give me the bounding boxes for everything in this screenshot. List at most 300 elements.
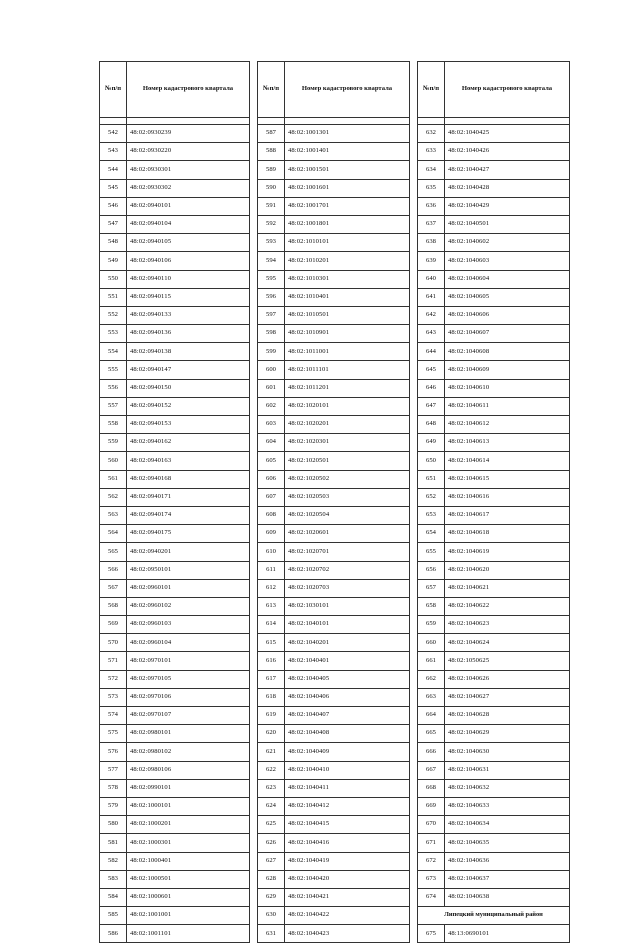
cadastral-number: 48:02:0970106 <box>127 688 250 706</box>
cadastral-number: 48:02:1000601 <box>127 888 250 906</box>
table-row <box>418 579 570 597</box>
table-row <box>258 688 410 706</box>
row-number: 640 <box>418 270 445 288</box>
row-number: 658 <box>418 597 445 615</box>
table-row <box>258 288 410 306</box>
header-cadastral: Номер кадастрового квартала <box>445 62 570 118</box>
table-row <box>100 270 250 288</box>
cadastral-number: 48:02:1020703 <box>285 579 410 597</box>
row-number: 589 <box>258 161 285 179</box>
row-number: 670 <box>418 816 445 834</box>
cadastral-number: 48:02:0960103 <box>127 616 250 634</box>
table-row <box>258 343 410 361</box>
row-number: 584 <box>100 888 127 906</box>
cadastral-number: 48:02:1040422 <box>285 907 410 925</box>
table-row <box>418 397 570 415</box>
row-number: 605 <box>258 452 285 470</box>
table-row <box>418 252 570 270</box>
cadastral-table-1 <box>99 61 250 943</box>
table-row <box>418 179 570 197</box>
table-row <box>418 379 570 397</box>
row-number: 655 <box>418 543 445 561</box>
table-row <box>418 434 570 452</box>
row-number: 606 <box>258 470 285 488</box>
table-row <box>258 870 410 888</box>
row-number: 579 <box>100 797 127 815</box>
table-row <box>258 707 410 725</box>
row-number: 566 <box>100 561 127 579</box>
row-number: 636 <box>418 197 445 215</box>
table-row <box>100 816 250 834</box>
cadastral-number: 48:02:0940138 <box>127 343 250 361</box>
cadastral-number: 48:02:1010901 <box>285 325 410 343</box>
cadastral-number: 48:02:1040412 <box>285 797 410 815</box>
cadastral-number: 48:02:1020504 <box>285 506 410 524</box>
row-number: 626 <box>258 834 285 852</box>
table-row <box>100 543 250 561</box>
row-number: 603 <box>258 416 285 434</box>
table-row <box>100 197 250 215</box>
table-row <box>258 779 410 797</box>
cadastral-number: 48:02:1040630 <box>445 743 570 761</box>
cadastral-number: 48:02:1010501 <box>285 306 410 324</box>
cadastral-number: 48:02:1040408 <box>285 725 410 743</box>
cadastral-number: 48:02:0940152 <box>127 397 250 415</box>
table-row <box>418 870 570 888</box>
row-number: 673 <box>418 870 445 888</box>
row-number: 598 <box>258 325 285 343</box>
table-row <box>100 506 250 524</box>
table-row <box>258 907 410 925</box>
row-number: 616 <box>258 652 285 670</box>
cadastral-number: 48:02:1020501 <box>285 452 410 470</box>
table-row <box>258 579 410 597</box>
row-number: 568 <box>100 597 127 615</box>
cadastral-number: 48:02:0940175 <box>127 525 250 543</box>
table-row <box>258 488 410 506</box>
cadastral-number: 48:02:1020601 <box>285 525 410 543</box>
cadastral-number: 48:02:1040406 <box>285 688 410 706</box>
table-row <box>258 452 410 470</box>
table-row <box>100 652 250 670</box>
row-number: 561 <box>100 470 127 488</box>
table-row <box>418 161 570 179</box>
row-number: 652 <box>418 488 445 506</box>
cadastral-number: 48:02:1040626 <box>445 670 570 688</box>
row-number: 554 <box>100 343 127 361</box>
table-row <box>100 888 250 906</box>
table-row <box>418 852 570 870</box>
row-number: 631 <box>258 925 285 943</box>
row-number: 650 <box>418 452 445 470</box>
cadastral-number: 48:02:1001301 <box>285 125 410 143</box>
cadastral-number: 48:02:1010101 <box>285 234 410 252</box>
cadastral-number: 48:13:0690101 <box>445 925 570 943</box>
cadastral-number: 48:02:0930220 <box>127 143 250 161</box>
cadastral-number: 48:02:0940162 <box>127 434 250 452</box>
cadastral-number: 48:02:1020101 <box>285 397 410 415</box>
table-row <box>258 161 410 179</box>
row-number: 595 <box>258 270 285 288</box>
row-number: 613 <box>258 597 285 615</box>
table-header-row <box>100 62 250 118</box>
cadastral-number: 48:02:1040415 <box>285 816 410 834</box>
table-row <box>258 434 410 452</box>
cadastral-number: 48:02:0960104 <box>127 634 250 652</box>
row-number: 582 <box>100 852 127 870</box>
table-row <box>418 888 570 906</box>
table-row <box>100 797 250 815</box>
cadastral-number: 48:02:1040605 <box>445 288 570 306</box>
row-number: 576 <box>100 743 127 761</box>
cadastral-number: 48:02:1000401 <box>127 852 250 870</box>
table-row <box>418 143 570 161</box>
cadastral-number: 48:02:1040615 <box>445 470 570 488</box>
table-row <box>418 234 570 252</box>
table-row <box>100 634 250 652</box>
table-header-row <box>258 62 410 118</box>
cadastral-number: 48:02:1040609 <box>445 361 570 379</box>
row-number: 575 <box>100 725 127 743</box>
table-row <box>418 743 570 761</box>
table-row <box>418 707 570 725</box>
cadastral-number: 48:02:0940150 <box>127 379 250 397</box>
row-number: 601 <box>258 379 285 397</box>
row-number: 562 <box>100 488 127 506</box>
row-number: 607 <box>258 488 285 506</box>
table-row <box>100 379 250 397</box>
table-row <box>100 252 250 270</box>
table-row <box>100 397 250 415</box>
row-number: 587 <box>258 125 285 143</box>
table-row <box>100 125 250 143</box>
header-gap <box>258 118 410 125</box>
table-row <box>418 416 570 434</box>
row-number: 608 <box>258 506 285 524</box>
row-number: 542 <box>100 125 127 143</box>
cadastral-number: 48:02:1040612 <box>445 416 570 434</box>
cadastral-number: 48:02:1001101 <box>127 925 250 943</box>
table-row <box>258 525 410 543</box>
row-number: 672 <box>418 852 445 870</box>
table-row <box>100 434 250 452</box>
row-number: 552 <box>100 306 127 324</box>
cadastral-number: 48:02:1040407 <box>285 707 410 725</box>
table-row <box>418 670 570 688</box>
table-row <box>100 179 250 197</box>
cadastral-number: 48:02:1040607 <box>445 325 570 343</box>
row-number: 633 <box>418 143 445 161</box>
table-row <box>418 506 570 524</box>
row-number: 622 <box>258 761 285 779</box>
cadastral-number: 48:02:1040622 <box>445 597 570 615</box>
row-number: 550 <box>100 270 127 288</box>
cadastral-number: 48:02:1010301 <box>285 270 410 288</box>
row-number: 619 <box>258 707 285 725</box>
row-number: 591 <box>258 197 285 215</box>
row-number: 656 <box>418 561 445 579</box>
table-row <box>100 416 250 434</box>
cadastral-number: 48:02:1000201 <box>127 816 250 834</box>
table-row <box>258 925 410 943</box>
section-title: Липецкий муниципальный район <box>418 907 570 925</box>
row-number: 604 <box>258 434 285 452</box>
header-num: №п/п <box>418 62 445 118</box>
cadastral-number: 48:02:1000501 <box>127 870 250 888</box>
row-number: 645 <box>418 361 445 379</box>
cadastral-table-2 <box>257 61 410 943</box>
cadastral-number: 48:02:0940174 <box>127 506 250 524</box>
cadastral-number: 48:02:1011001 <box>285 343 410 361</box>
row-number: 648 <box>418 416 445 434</box>
table-row <box>100 907 250 925</box>
table-row <box>258 888 410 906</box>
cadastral-number: 48:02:1040628 <box>445 707 570 725</box>
cadastral-number: 48:02:0940147 <box>127 361 250 379</box>
row-number: 588 <box>258 143 285 161</box>
row-number: 610 <box>258 543 285 561</box>
cadastral-number: 48:02:1020503 <box>285 488 410 506</box>
row-number: 675 <box>418 925 445 943</box>
cadastral-number: 48:02:1040629 <box>445 725 570 743</box>
table-row <box>100 361 250 379</box>
table-row <box>258 270 410 288</box>
row-number: 651 <box>418 470 445 488</box>
row-number: 564 <box>100 525 127 543</box>
row-number: 560 <box>100 452 127 470</box>
table-row <box>258 397 410 415</box>
cadastral-number: 48:02:0940115 <box>127 288 250 306</box>
table-row <box>258 143 410 161</box>
table-row <box>258 470 410 488</box>
row-number: 567 <box>100 579 127 597</box>
table-row <box>100 488 250 506</box>
row-number: 621 <box>258 743 285 761</box>
row-number: 611 <box>258 561 285 579</box>
table-row <box>258 306 410 324</box>
cadastral-number: 48:02:1040405 <box>285 670 410 688</box>
header-num: №п/п <box>258 62 285 118</box>
table-row <box>100 852 250 870</box>
table-row <box>258 597 410 615</box>
table-row <box>258 652 410 670</box>
cadastral-number: 48:02:1040635 <box>445 834 570 852</box>
table-row <box>258 506 410 524</box>
row-number: 547 <box>100 215 127 233</box>
cadastral-number: 48:02:0930239 <box>127 125 250 143</box>
row-number: 569 <box>100 616 127 634</box>
cadastral-number: 48:02:0980101 <box>127 725 250 743</box>
table-row <box>100 325 250 343</box>
table-row <box>258 252 410 270</box>
row-number: 641 <box>418 288 445 306</box>
cadastral-number: 48:02:1040610 <box>445 379 570 397</box>
row-number: 662 <box>418 670 445 688</box>
row-number: 635 <box>418 179 445 197</box>
table-row <box>100 561 250 579</box>
cadastral-number: 48:02:1040619 <box>445 543 570 561</box>
cadastral-number: 48:02:1030101 <box>285 597 410 615</box>
cadastral-number: 48:02:1040633 <box>445 797 570 815</box>
cadastral-number: 48:02:1040201 <box>285 634 410 652</box>
row-number: 585 <box>100 907 127 925</box>
row-number: 666 <box>418 743 445 761</box>
table-row <box>100 925 250 943</box>
table-row <box>418 452 570 470</box>
table-row <box>100 597 250 615</box>
cadastral-number: 48:02:1040634 <box>445 816 570 834</box>
cadastral-number: 48:02:1020701 <box>285 543 410 561</box>
header-cadastral: Номер кадастрового квартала <box>127 62 250 118</box>
cadastral-number: 48:02:0970105 <box>127 670 250 688</box>
table-row <box>418 306 570 324</box>
cadastral-number: 48:02:1040636 <box>445 852 570 870</box>
cadastral-number: 48:02:0970107 <box>127 707 250 725</box>
table-row <box>418 834 570 852</box>
row-number: 580 <box>100 816 127 834</box>
header-cadastral: Номер кадастрового квартала <box>285 62 410 118</box>
table-row <box>258 179 410 197</box>
cadastral-number: 48:02:1040419 <box>285 852 410 870</box>
table-row <box>258 743 410 761</box>
cadastral-number: 48:02:1010401 <box>285 288 410 306</box>
table-row <box>100 688 250 706</box>
table-row <box>258 761 410 779</box>
row-number: 615 <box>258 634 285 652</box>
table-row <box>418 197 570 215</box>
cadastral-number: 48:02:1050625 <box>445 652 570 670</box>
row-number: 590 <box>258 179 285 197</box>
row-number: 660 <box>418 634 445 652</box>
table-row <box>100 870 250 888</box>
row-number: 599 <box>258 343 285 361</box>
row-number: 649 <box>418 434 445 452</box>
row-number: 625 <box>258 816 285 834</box>
cadastral-number: 48:02:1040427 <box>445 161 570 179</box>
table-row <box>418 470 570 488</box>
cadastral-number: 48:02:0940153 <box>127 416 250 434</box>
cadastral-number: 48:02:1000301 <box>127 834 250 852</box>
table-row <box>258 561 410 579</box>
cadastral-table-3 <box>417 61 570 943</box>
table-row <box>418 597 570 615</box>
row-number: 618 <box>258 688 285 706</box>
cadastral-number: 48:02:1040614 <box>445 452 570 470</box>
cadastral-number: 48:02:1040616 <box>445 488 570 506</box>
table-row <box>100 470 250 488</box>
row-number: 639 <box>418 252 445 270</box>
row-number: 592 <box>258 215 285 233</box>
row-number: 642 <box>418 306 445 324</box>
table-row <box>258 125 410 143</box>
row-number: 558 <box>100 416 127 434</box>
cadastral-number: 48:02:1000101 <box>127 797 250 815</box>
table-row <box>258 234 410 252</box>
table-row <box>418 343 570 361</box>
table-row <box>258 416 410 434</box>
table-row <box>258 834 410 852</box>
row-number: 664 <box>418 707 445 725</box>
table-row <box>100 779 250 797</box>
cadastral-number: 48:02:0970101 <box>127 652 250 670</box>
cadastral-number: 48:02:1040611 <box>445 397 570 415</box>
table-row <box>418 761 570 779</box>
cadastral-number: 48:02:1040428 <box>445 179 570 197</box>
cadastral-number: 48:02:1040608 <box>445 343 570 361</box>
row-number: 627 <box>258 852 285 870</box>
row-number: 620 <box>258 725 285 743</box>
cadastral-number: 48:02:1040423 <box>285 925 410 943</box>
table-row <box>100 215 250 233</box>
row-number: 570 <box>100 634 127 652</box>
table-row <box>418 488 570 506</box>
row-number: 628 <box>258 870 285 888</box>
row-number: 556 <box>100 379 127 397</box>
cadastral-number: 48:02:1040604 <box>445 270 570 288</box>
table-row <box>100 343 250 361</box>
table-row <box>418 125 570 143</box>
cadastral-number: 48:02:0940133 <box>127 306 250 324</box>
cadastral-number: 48:02:1040603 <box>445 252 570 270</box>
cadastral-number: 48:02:1040501 <box>445 215 570 233</box>
cadastral-number: 48:02:1040426 <box>445 143 570 161</box>
row-number: 583 <box>100 870 127 888</box>
table-row <box>100 579 250 597</box>
row-number: 545 <box>100 179 127 197</box>
cadastral-number: 48:02:0940104 <box>127 215 250 233</box>
cadastral-number: 48:02:1011201 <box>285 379 410 397</box>
cadastral-number: 48:02:1040421 <box>285 888 410 906</box>
cadastral-number: 48:02:0940105 <box>127 234 250 252</box>
row-number: 565 <box>100 543 127 561</box>
cadastral-number: 48:02:0940101 <box>127 197 250 215</box>
cadastral-number: 48:02:1040602 <box>445 234 570 252</box>
table-row <box>100 616 250 634</box>
cadastral-number: 48:02:1040409 <box>285 743 410 761</box>
cadastral-number: 48:02:1040623 <box>445 616 570 634</box>
table-row <box>100 670 250 688</box>
table-row <box>258 215 410 233</box>
cadastral-number: 48:02:1040638 <box>445 888 570 906</box>
cadastral-number: 48:02:1040401 <box>285 652 410 670</box>
row-number: 624 <box>258 797 285 815</box>
cadastral-number: 48:02:1040429 <box>445 197 570 215</box>
cadastral-number: 48:02:1040624 <box>445 634 570 652</box>
cadastral-number: 48:02:0940163 <box>127 452 250 470</box>
row-number: 543 <box>100 143 127 161</box>
row-number: 665 <box>418 725 445 743</box>
cadastral-number: 48:02:1020201 <box>285 416 410 434</box>
row-number: 634 <box>418 161 445 179</box>
row-number: 555 <box>100 361 127 379</box>
table-row <box>418 561 570 579</box>
row-number: 551 <box>100 288 127 306</box>
row-number: 661 <box>418 652 445 670</box>
cadastral-number: 48:02:0930301 <box>127 161 250 179</box>
table-row <box>258 543 410 561</box>
row-number: 623 <box>258 779 285 797</box>
row-number: 594 <box>258 252 285 270</box>
table-row <box>100 234 250 252</box>
cadastral-number: 48:02:0940110 <box>127 270 250 288</box>
cadastral-number: 48:02:1040632 <box>445 779 570 797</box>
row-number: 654 <box>418 525 445 543</box>
table-row <box>418 816 570 834</box>
table-row <box>100 452 250 470</box>
cadastral-number: 48:02:1001001 <box>127 907 250 925</box>
table-row <box>418 725 570 743</box>
cadastral-number: 48:02:0930302 <box>127 179 250 197</box>
